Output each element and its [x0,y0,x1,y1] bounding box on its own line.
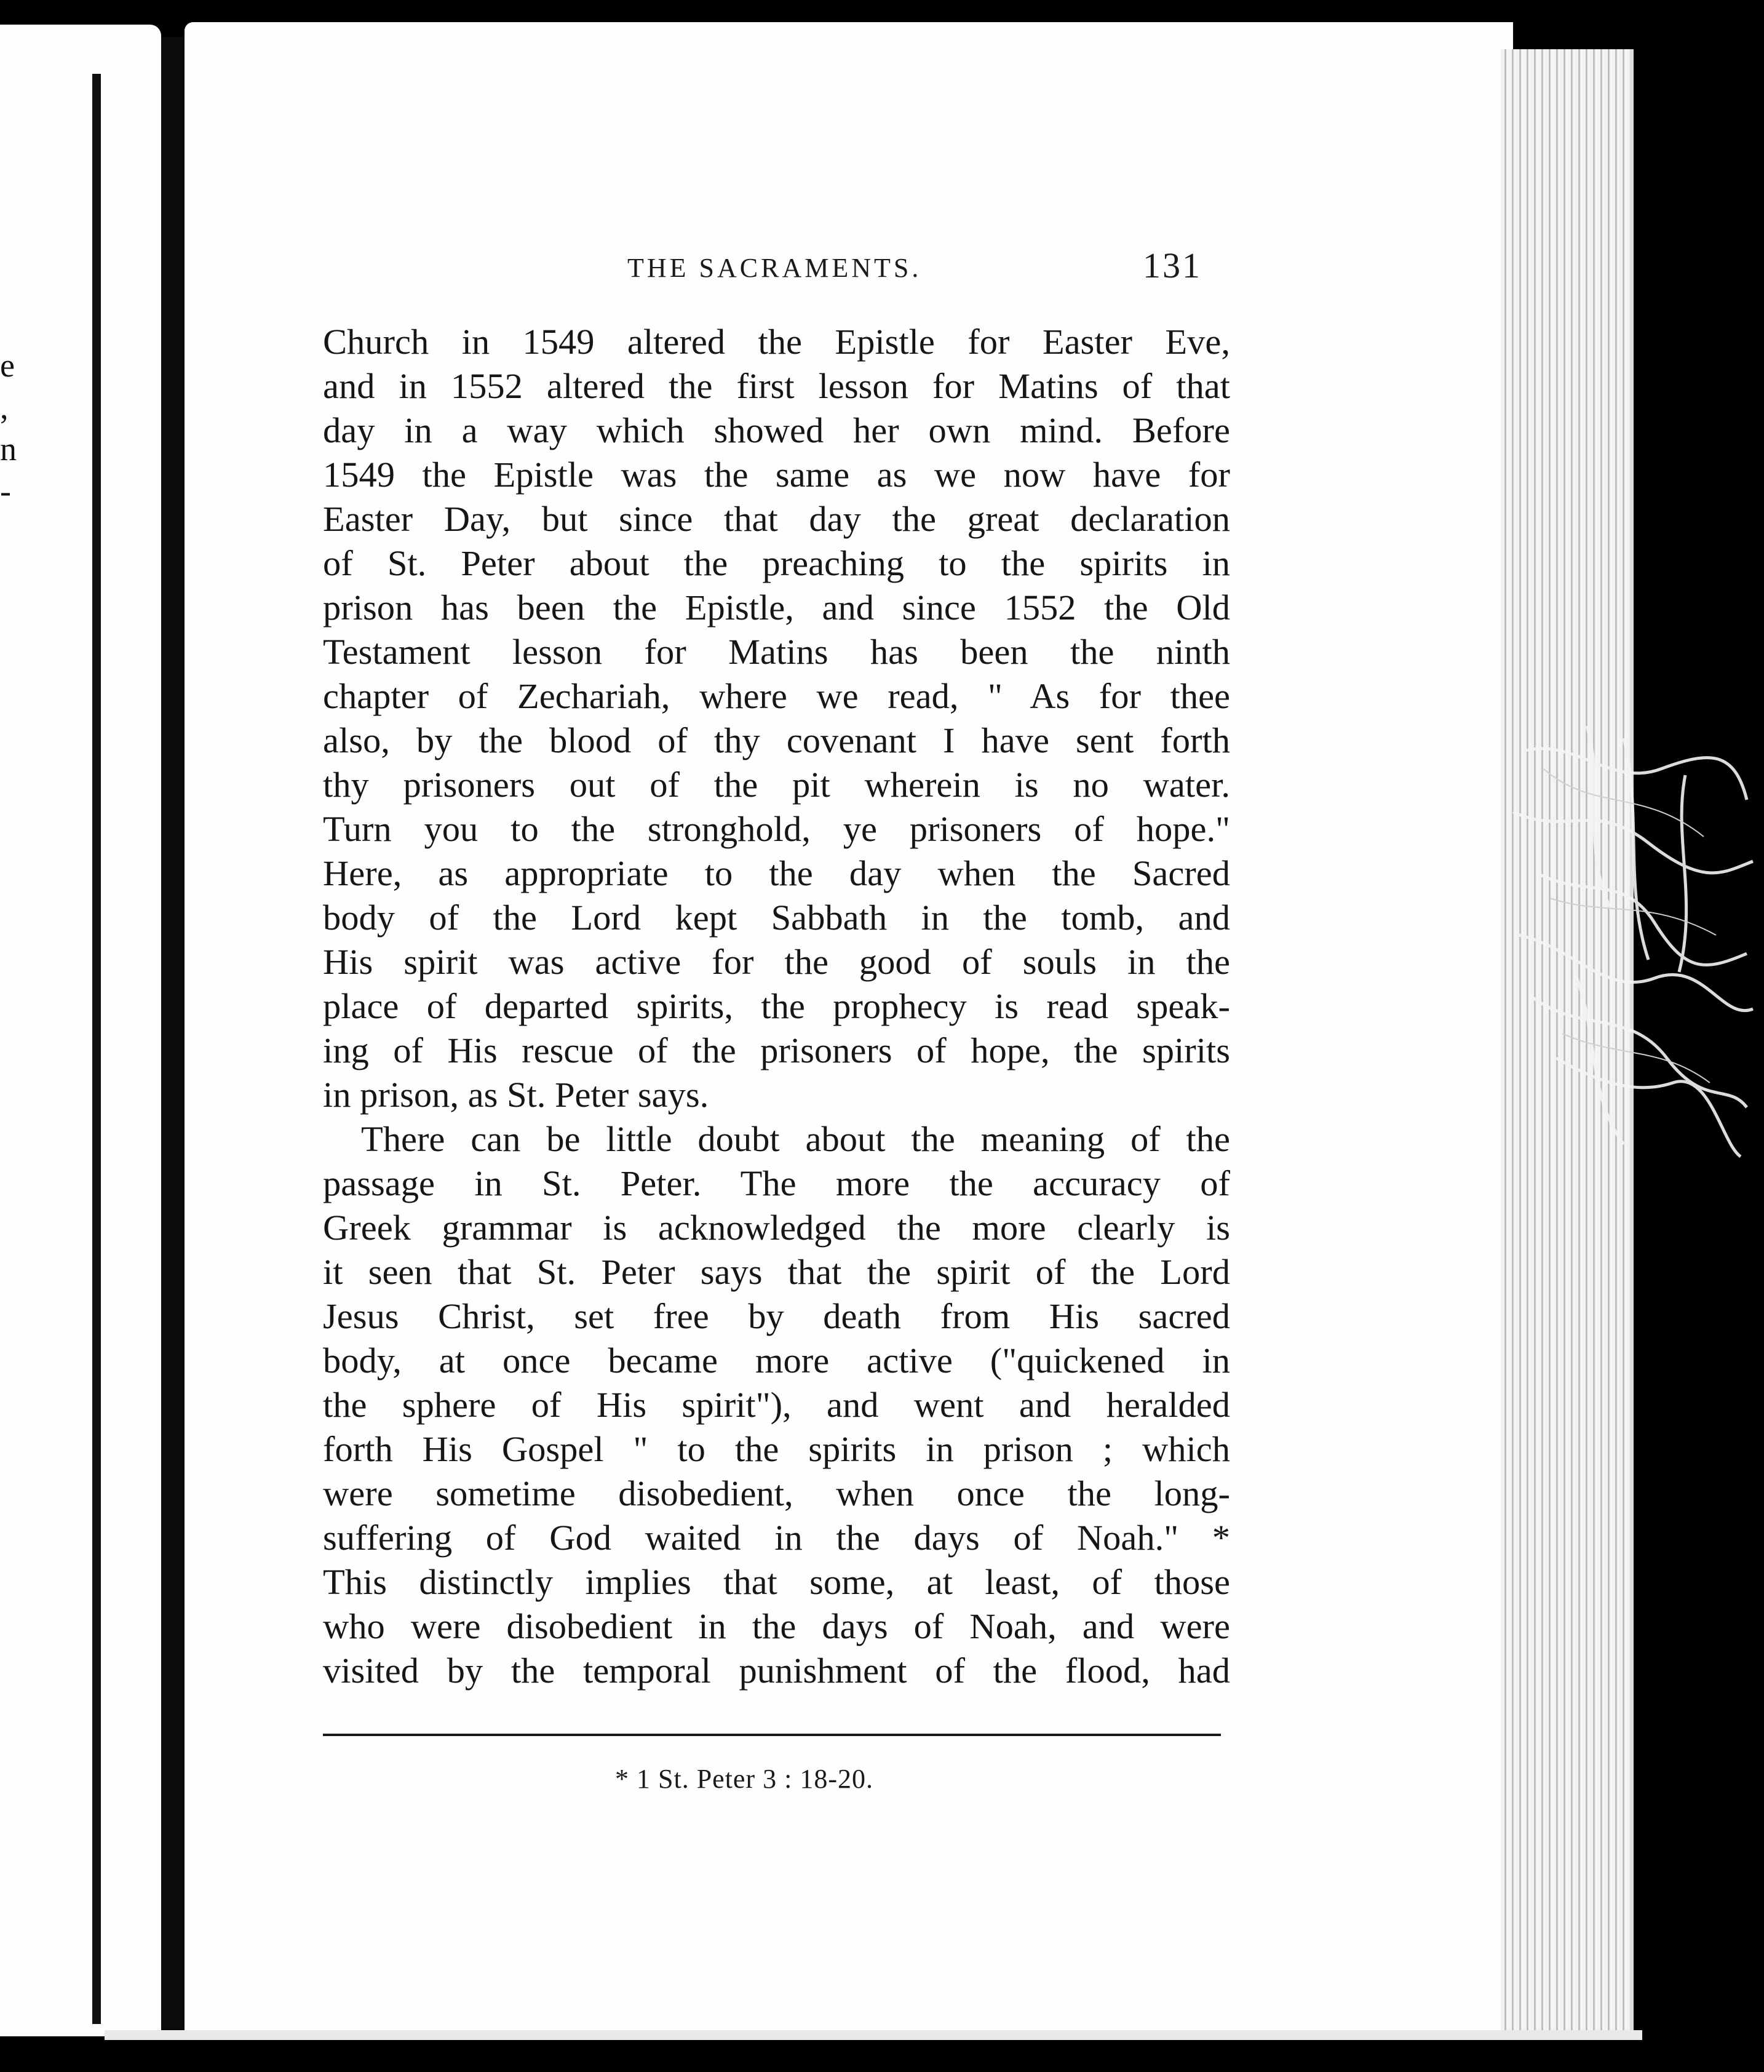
text-line: prison has been the Epistle, and since 1552 the Old [323,588,1230,628]
text-line: His spirit was active for the good of souls in the [323,942,1230,982]
left-page [0,25,161,2036]
text-line: passage in St. Peter. The more the accuracy of [323,1163,1230,1203]
text-line: of St. Peter about the preaching to the spirits in [323,543,1230,583]
fragment: , [0,389,9,426]
fragment: - [0,472,11,509]
book-gutter [161,37,186,2030]
torn-paper-fibers [1501,714,1759,1218]
text-line: This distinctly implies that some, at least, of those [323,1562,1230,1602]
fragment: n [0,431,17,468]
left-page-text-fragments [0,345,18,512]
text-line: place of departed spirits, the prophecy is read speak- [323,986,1230,1026]
page-number: 131 [1143,245,1202,285]
body-text [323,320,1230,1693]
text-line: it seen that St. Peter says that the spirit of the Lord [323,1252,1230,1292]
fibers-illustration [1501,714,1759,1218]
text-line: Greek grammar is acknowledged the more clearly is [323,1208,1230,1248]
text-line: Easter Day, but since that day the great declaration [323,499,1230,539]
fragment: e [0,347,15,384]
text-line: the sphere of His spirit"), and went and heralded [323,1385,1230,1425]
text-line: were sometime disobedient, when once the long- [323,1473,1230,1513]
text-line: day in a way which showed her own mind. Before [323,410,1230,450]
footnote: * 1 St. Peter 3 : 18-20. [615,1764,873,1794]
text-line: also, by the blood of thy covenant I have sent forth [323,720,1230,760]
text-line: forth His Gospel " to the spirits in prison ; which [323,1429,1230,1469]
gutter-binding-line [92,74,101,2024]
text-line: ing of His rescue of the prisoners of hope, the spirits [323,1030,1230,1070]
text-line: Turn you to the stronghold, ye prisoners of hope." [323,809,1230,849]
text-line: chapter of Zechariah, where we read, " As for thee [323,676,1230,716]
text-line: Jesus Christ, set free by death from His sacred [323,1296,1230,1336]
footnote-rule [323,1734,1221,1736]
text-line: body, at once became more active ("quickened in [323,1341,1230,1381]
text-line: There can be little doubt about the meaning of the [361,1119,1230,1159]
text-line: suffering of God waited in the days of Noah." * [323,1518,1230,1558]
text-line: and in 1552 altered the first lesson for Matins of that [323,366,1230,406]
text-line: visited by the temporal punishment of the flood, had [323,1651,1230,1691]
text-line: thy prisoners out of the pit wherein is no water. [323,765,1230,805]
text-line: body of the Lord kept Sabbath in the tomb, and [323,898,1230,938]
text-line: Here, as appropriate to the day when the Sacred [323,853,1230,893]
running-head: THE SACRAMENTS. [627,253,922,283]
text-line: who were disobedient in the days of Noah, and were [323,1606,1230,1646]
text-line: in prison, as St. Peter says. [323,1075,709,1115]
text-line: 1549 the Epistle was the same as we now have for [323,455,1230,495]
text-line: Testament lesson for Matins has been the ninth [323,632,1230,672]
text-line: Church in 1549 altered the Epistle for Easter Eve, [323,322,1230,362]
bottom-page-edge [105,2030,1642,2040]
